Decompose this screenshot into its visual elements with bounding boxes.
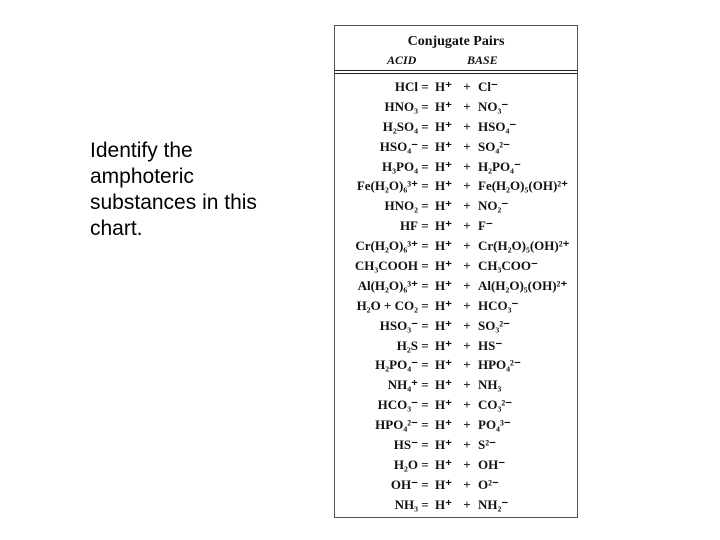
plus-sign: + <box>463 178 471 194</box>
proton-cell: H⁺ <box>435 377 452 393</box>
base-cell: SO₃²⁻ <box>478 317 510 333</box>
acid-cell: HS⁻ <box>393 437 418 453</box>
plus-sign: + <box>463 297 471 313</box>
table-row <box>335 296 577 316</box>
plus-sign: + <box>463 397 471 413</box>
plus-sign: + <box>463 437 471 453</box>
plus-sign: + <box>463 357 471 373</box>
table-row <box>335 196 577 216</box>
table-row <box>335 355 577 375</box>
plus-sign: + <box>463 377 471 393</box>
base-cell: HS⁻ <box>478 337 503 353</box>
proton-cell: H⁺ <box>435 218 452 234</box>
equals-sign: = <box>421 98 429 114</box>
equals-sign: = <box>421 258 429 274</box>
equals-sign: = <box>421 218 429 234</box>
proton-cell: H⁺ <box>435 98 452 114</box>
base-cell: HSO₄⁻ <box>478 118 517 134</box>
table-row <box>335 276 577 296</box>
proton-cell: H⁺ <box>435 317 452 333</box>
plus-sign: + <box>463 456 471 472</box>
proton-cell: H⁺ <box>435 496 452 512</box>
plus-sign: + <box>463 337 471 353</box>
base-cell: OH⁻ <box>478 456 506 472</box>
plus-sign: + <box>463 98 471 114</box>
acid-cell: Fe(H₂O)₆³⁺ <box>356 178 418 194</box>
table-row <box>335 176 577 196</box>
proton-cell: H⁺ <box>435 456 452 472</box>
equals-sign: = <box>421 496 429 512</box>
acid-cell: HPO₄²⁻ <box>375 417 418 433</box>
acid-cell: HCO₃⁻ <box>377 397 418 413</box>
proton-cell: H⁺ <box>435 397 452 413</box>
proton-cell: H⁺ <box>435 337 452 353</box>
acid-cell: NH₄⁺ <box>387 377 418 393</box>
proton-cell: H⁺ <box>435 118 452 134</box>
plus-sign: + <box>463 79 471 94</box>
proton-cell: H⁺ <box>435 198 452 214</box>
proton-cell: H⁺ <box>435 238 452 254</box>
plus-sign: + <box>463 476 471 492</box>
proton-cell: H⁺ <box>435 158 452 174</box>
proton-cell: H⁺ <box>435 357 452 373</box>
proton-cell: H⁺ <box>435 178 452 194</box>
base-cell: CH₃COO⁻ <box>478 258 538 274</box>
table-row <box>335 216 577 236</box>
base-cell: H₂PO₄⁻ <box>478 158 521 174</box>
header-rule-top <box>335 70 577 71</box>
plus-sign: + <box>463 198 471 214</box>
equals-sign: = <box>421 138 429 154</box>
table-header <box>335 53 577 71</box>
equals-sign: = <box>421 198 429 214</box>
plus-sign: + <box>463 118 471 134</box>
plus-sign: + <box>463 218 471 234</box>
table-body <box>335 77 577 515</box>
table-row <box>335 77 577 97</box>
base-cell: SO₄²⁻ <box>478 138 510 154</box>
table-row <box>335 137 577 157</box>
base-cell: NH₂⁻ <box>478 496 509 512</box>
equals-sign: = <box>421 178 429 194</box>
table-row <box>335 256 577 276</box>
plus-sign: + <box>463 417 471 433</box>
table-row <box>335 117 577 137</box>
base-cell: O²⁻ <box>478 476 499 492</box>
plus-sign: + <box>463 138 471 154</box>
acid-cell: HF <box>399 218 418 234</box>
plus-sign: + <box>463 258 471 274</box>
acid-cell: H₂PO₄⁻ <box>375 357 418 373</box>
acid-cell: HSO₄⁻ <box>379 138 418 154</box>
base-cell: Fe(H₂O)₅(OH)²⁺ <box>478 178 569 194</box>
conjugate-pairs-table <box>334 25 578 518</box>
proton-cell: H⁺ <box>435 476 452 492</box>
base-cell: S²⁻ <box>478 437 496 453</box>
acid-cell: CH₃COOH <box>354 258 418 274</box>
equals-sign: = <box>421 337 429 353</box>
equals-sign: = <box>421 417 429 433</box>
equals-sign: = <box>421 397 429 413</box>
table-row <box>335 97 577 117</box>
table-row <box>335 157 577 177</box>
acid-cell: Cr(H₂O)₆³⁺ <box>355 238 418 254</box>
acid-cell: H₂S <box>396 337 418 353</box>
acid-cell: NH₃ <box>394 496 418 512</box>
table-row <box>335 475 577 495</box>
equals-sign: = <box>421 456 429 472</box>
base-cell: HPO₄²⁻ <box>478 357 521 373</box>
equals-sign: = <box>421 377 429 393</box>
plus-sign: + <box>463 317 471 333</box>
acid-cell: OH⁻ <box>390 476 418 492</box>
plus-sign: + <box>463 496 471 512</box>
table-row <box>335 455 577 475</box>
table-row <box>335 435 577 455</box>
equals-sign: = <box>421 357 429 373</box>
acid-cell: H₂O + CO₂ <box>356 297 418 313</box>
proton-cell: H⁺ <box>435 79 452 94</box>
proton-cell: H⁺ <box>435 138 452 154</box>
header-rule-bottom <box>335 73 577 74</box>
table-row <box>335 495 577 515</box>
acid-cell: HNO₂ <box>384 198 418 214</box>
base-cell: NH₃ <box>478 377 502 393</box>
equals-sign: = <box>421 437 429 453</box>
base-cell: Cl⁻ <box>478 79 498 94</box>
equals-sign: = <box>421 476 429 492</box>
prompt-text: Identify the amphoteric substances in this chart. <box>90 139 257 240</box>
acid-cell: H₂SO₄ <box>382 118 418 134</box>
base-column-header: BASE <box>467 53 498 67</box>
base-cell: F⁻ <box>478 218 493 234</box>
table-row <box>335 236 577 256</box>
acid-cell: HNO₃ <box>384 98 418 114</box>
table-row <box>335 415 577 435</box>
base-cell: NO₂⁻ <box>478 198 509 214</box>
table-row <box>335 395 577 415</box>
acid-column-header: ACID <box>387 53 417 67</box>
acid-cell: HCl <box>394 79 418 94</box>
base-cell: NO₃⁻ <box>478 98 509 114</box>
table-row <box>335 336 577 356</box>
equals-sign: = <box>421 118 429 134</box>
proton-cell: H⁺ <box>435 277 452 293</box>
base-cell: Cr(H₂O)₅(OH)²⁺ <box>478 238 570 254</box>
equals-sign: = <box>421 158 429 174</box>
plus-sign: + <box>463 277 471 293</box>
proton-cell: H⁺ <box>435 437 452 453</box>
base-cell: HCO₃⁻ <box>478 297 519 313</box>
plus-sign: + <box>463 158 471 174</box>
proton-cell: H⁺ <box>435 258 452 274</box>
equals-sign: = <box>421 317 429 333</box>
table-row <box>335 316 577 336</box>
base-cell: Al(H₂O)₅(OH)²⁺ <box>478 277 568 293</box>
acid-cell: Al(H₂O)₆³⁺ <box>357 277 418 293</box>
table-row <box>335 375 577 395</box>
equals-sign: = <box>421 79 429 94</box>
acid-cell: H₃PO₄ <box>382 158 418 174</box>
base-cell: CO₃²⁻ <box>478 397 513 413</box>
proton-cell: H⁺ <box>435 417 452 433</box>
table-title: Conjugate Pairs <box>407 34 505 49</box>
plus-sign: + <box>463 238 471 254</box>
proton-cell: H⁺ <box>435 297 452 313</box>
acid-cell: H₂O <box>393 456 418 472</box>
acid-cell: HSO₃⁻ <box>379 317 418 333</box>
equals-sign: = <box>421 297 429 313</box>
base-cell: PO₄³⁻ <box>478 417 511 433</box>
equals-sign: = <box>421 277 429 293</box>
equals-sign: = <box>421 238 429 254</box>
